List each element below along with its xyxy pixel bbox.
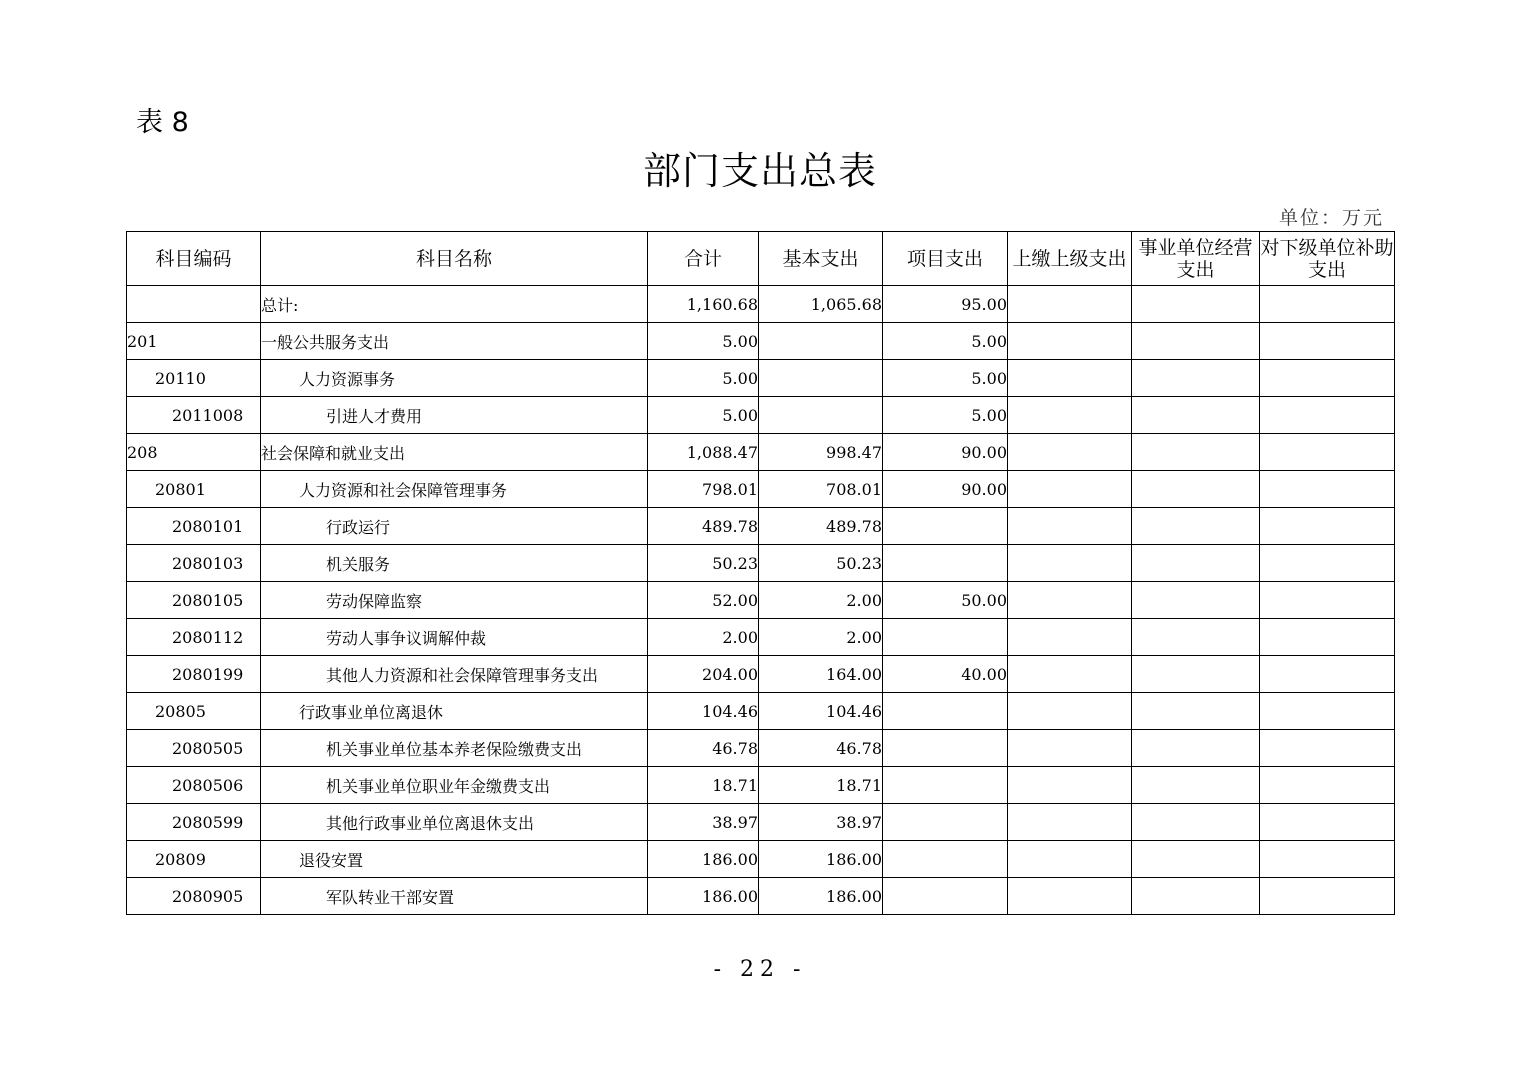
code-cell: 2080103 (127, 545, 261, 582)
business-cell (1132, 434, 1260, 471)
table-row (127, 693, 1395, 730)
column-header-remit: 上缴上级支出 (1008, 232, 1132, 286)
code-cell: 2080599 (127, 804, 261, 841)
project-cell (883, 767, 1008, 804)
remit-cell (1008, 545, 1132, 582)
unit-label: 单位：万元 (1278, 207, 1384, 229)
business-cell (1132, 767, 1260, 804)
total-cell: 52.00 (648, 582, 759, 619)
project-cell: 5.00 (883, 360, 1008, 397)
subsidy-cell (1260, 434, 1395, 471)
remit-cell (1008, 434, 1132, 471)
table-row (127, 619, 1395, 656)
name-cell: 人力资源和社会保障管理事务 (261, 471, 648, 508)
total-cell: 489.78 (648, 508, 759, 545)
total-cell: 46.78 (648, 730, 759, 767)
subsidy-cell (1260, 619, 1395, 656)
project-cell (883, 693, 1008, 730)
remit-cell (1008, 397, 1132, 434)
total-cell: 1,088.47 (648, 434, 759, 471)
table-row (127, 323, 1395, 360)
project-cell (883, 619, 1008, 656)
name-cell: 机关事业单位职业年金缴费支出 (261, 767, 648, 804)
subsidy-cell (1260, 582, 1395, 619)
column-header-name: 科目名称 (261, 232, 648, 286)
remit-cell (1008, 656, 1132, 693)
table-row (127, 804, 1395, 841)
business-cell (1132, 730, 1260, 767)
basic-cell: 46.78 (759, 730, 883, 767)
name-cell: 退役安置 (261, 841, 648, 878)
table-row (127, 434, 1395, 471)
code-cell: 2080199 (127, 656, 261, 693)
table-row (127, 397, 1395, 434)
name-cell: 机关服务 (261, 545, 648, 582)
name-cell: 军队转业干部安置 (261, 878, 648, 915)
code-cell (127, 286, 261, 323)
business-cell (1132, 360, 1260, 397)
remit-cell (1008, 582, 1132, 619)
basic-cell: 2.00 (759, 582, 883, 619)
table-body (127, 286, 1395, 915)
business-cell (1132, 841, 1260, 878)
subsidy-cell (1260, 545, 1395, 582)
table-row (127, 508, 1395, 545)
project-cell (883, 545, 1008, 582)
code-cell: 208 (127, 434, 261, 471)
basic-cell: 186.00 (759, 878, 883, 915)
column-header-total: 合计 (648, 232, 759, 286)
name-cell: 劳动人事争议调解仲裁 (261, 619, 648, 656)
code-cell: 2011008 (127, 397, 261, 434)
table-row (127, 878, 1395, 915)
business-cell (1132, 878, 1260, 915)
subsidy-cell (1260, 656, 1395, 693)
name-cell: 一般公共服务支出 (261, 323, 648, 360)
basic-cell: 164.00 (759, 656, 883, 693)
project-cell (883, 841, 1008, 878)
subsidy-cell (1260, 767, 1395, 804)
project-cell: 90.00 (883, 471, 1008, 508)
name-cell: 其他行政事业单位离退休支出 (261, 804, 648, 841)
code-cell: 2080505 (127, 730, 261, 767)
remit-cell (1008, 841, 1132, 878)
remit-cell (1008, 693, 1132, 730)
name-cell: 劳动保障监察 (261, 582, 648, 619)
name-cell: 其他人力资源和社会保障管理事务支出 (261, 656, 648, 693)
basic-cell (759, 360, 883, 397)
subsidy-cell (1260, 360, 1395, 397)
code-cell: 20110 (127, 360, 261, 397)
table-row (127, 360, 1395, 397)
total-cell: 18.71 (648, 767, 759, 804)
code-cell: 2080506 (127, 767, 261, 804)
name-cell: 行政事业单位离退休 (261, 693, 648, 730)
business-cell (1132, 397, 1260, 434)
basic-cell (759, 397, 883, 434)
total-cell: 2.00 (648, 619, 759, 656)
code-cell: 20805 (127, 693, 261, 730)
code-cell: 20801 (127, 471, 261, 508)
subsidy-cell (1260, 841, 1395, 878)
code-cell: 2080101 (127, 508, 261, 545)
business-cell (1132, 656, 1260, 693)
total-cell: 186.00 (648, 878, 759, 915)
name-cell: 行政运行 (261, 508, 648, 545)
remit-cell (1008, 323, 1132, 360)
table-row (127, 582, 1395, 619)
subsidy-cell (1260, 878, 1395, 915)
total-cell: 5.00 (648, 323, 759, 360)
code-cell: 2080105 (127, 582, 261, 619)
table-row (127, 767, 1395, 804)
table-header-row (127, 232, 1395, 286)
subsidy-cell (1260, 286, 1395, 323)
remit-cell (1008, 804, 1132, 841)
total-cell: 38.97 (648, 804, 759, 841)
code-cell: 201 (127, 323, 261, 360)
column-header-code: 科目编码 (127, 232, 261, 286)
project-cell (883, 730, 1008, 767)
business-cell (1132, 545, 1260, 582)
table-row (127, 286, 1395, 323)
basic-cell: 489.78 (759, 508, 883, 545)
total-cell: 1,160.68 (648, 286, 759, 323)
subsidy-cell (1260, 693, 1395, 730)
expense-table (126, 231, 1395, 915)
remit-cell (1008, 360, 1132, 397)
project-cell (883, 508, 1008, 545)
name-cell: 社会保障和就业支出 (261, 434, 648, 471)
table-row (127, 656, 1395, 693)
business-cell (1132, 804, 1260, 841)
total-cell: 5.00 (648, 397, 759, 434)
code-cell: 20809 (127, 841, 261, 878)
table-row (127, 545, 1395, 582)
name-cell: 人力资源事务 (261, 360, 648, 397)
project-cell: 40.00 (883, 656, 1008, 693)
basic-cell: 998.47 (759, 434, 883, 471)
project-cell (883, 804, 1008, 841)
project-cell (883, 878, 1008, 915)
basic-cell: 708.01 (759, 471, 883, 508)
code-cell: 2080112 (127, 619, 261, 656)
total-cell: 50.23 (648, 545, 759, 582)
subsidy-cell (1260, 730, 1395, 767)
total-cell: 204.00 (648, 656, 759, 693)
business-cell (1132, 693, 1260, 730)
subsidy-cell (1260, 323, 1395, 360)
total-cell: 5.00 (648, 360, 759, 397)
business-cell (1132, 582, 1260, 619)
remit-cell (1008, 878, 1132, 915)
table-label: 表 8 (136, 107, 189, 138)
subsidy-cell (1260, 397, 1395, 434)
total-cell: 104.46 (648, 693, 759, 730)
project-cell: 50.00 (883, 582, 1008, 619)
business-cell (1132, 471, 1260, 508)
basic-cell: 1,065.68 (759, 286, 883, 323)
remit-cell (1008, 767, 1132, 804)
total-cell: 186.00 (648, 841, 759, 878)
basic-cell: 2.00 (759, 619, 883, 656)
project-cell: 5.00 (883, 397, 1008, 434)
subsidy-cell (1260, 471, 1395, 508)
subsidy-cell (1260, 508, 1395, 545)
business-cell (1132, 286, 1260, 323)
basic-cell (759, 323, 883, 360)
basic-cell: 186.00 (759, 841, 883, 878)
project-cell: 90.00 (883, 434, 1008, 471)
remit-cell (1008, 508, 1132, 545)
page-title: 部门支出总表 (642, 149, 877, 193)
project-cell: 5.00 (883, 323, 1008, 360)
subsidy-cell (1260, 804, 1395, 841)
business-cell (1132, 619, 1260, 656)
table-row (127, 471, 1395, 508)
basic-cell: 38.97 (759, 804, 883, 841)
page-number: - 22 - (713, 957, 807, 982)
project-cell: 95.00 (883, 286, 1008, 323)
basic-cell: 50.23 (759, 545, 883, 582)
remit-cell (1008, 619, 1132, 656)
total-cell: 798.01 (648, 471, 759, 508)
column-header-business: 事业单位经营支出 (1132, 232, 1260, 286)
code-cell: 2080905 (127, 878, 261, 915)
column-header-project: 项目支出 (883, 232, 1008, 286)
basic-cell: 18.71 (759, 767, 883, 804)
basic-cell: 104.46 (759, 693, 883, 730)
business-cell (1132, 323, 1260, 360)
business-cell (1132, 508, 1260, 545)
table-row (127, 841, 1395, 878)
name-cell: 机关事业单位基本养老保险缴费支出 (261, 730, 648, 767)
table-row (127, 730, 1395, 767)
remit-cell (1008, 730, 1132, 767)
remit-cell (1008, 286, 1132, 323)
column-header-basic: 基本支出 (759, 232, 883, 286)
remit-cell (1008, 471, 1132, 508)
column-header-subsidy: 对下级单位补助支出 (1260, 232, 1395, 286)
name-cell: 引进人才费用 (261, 397, 648, 434)
name-cell: 总计: (261, 286, 648, 323)
